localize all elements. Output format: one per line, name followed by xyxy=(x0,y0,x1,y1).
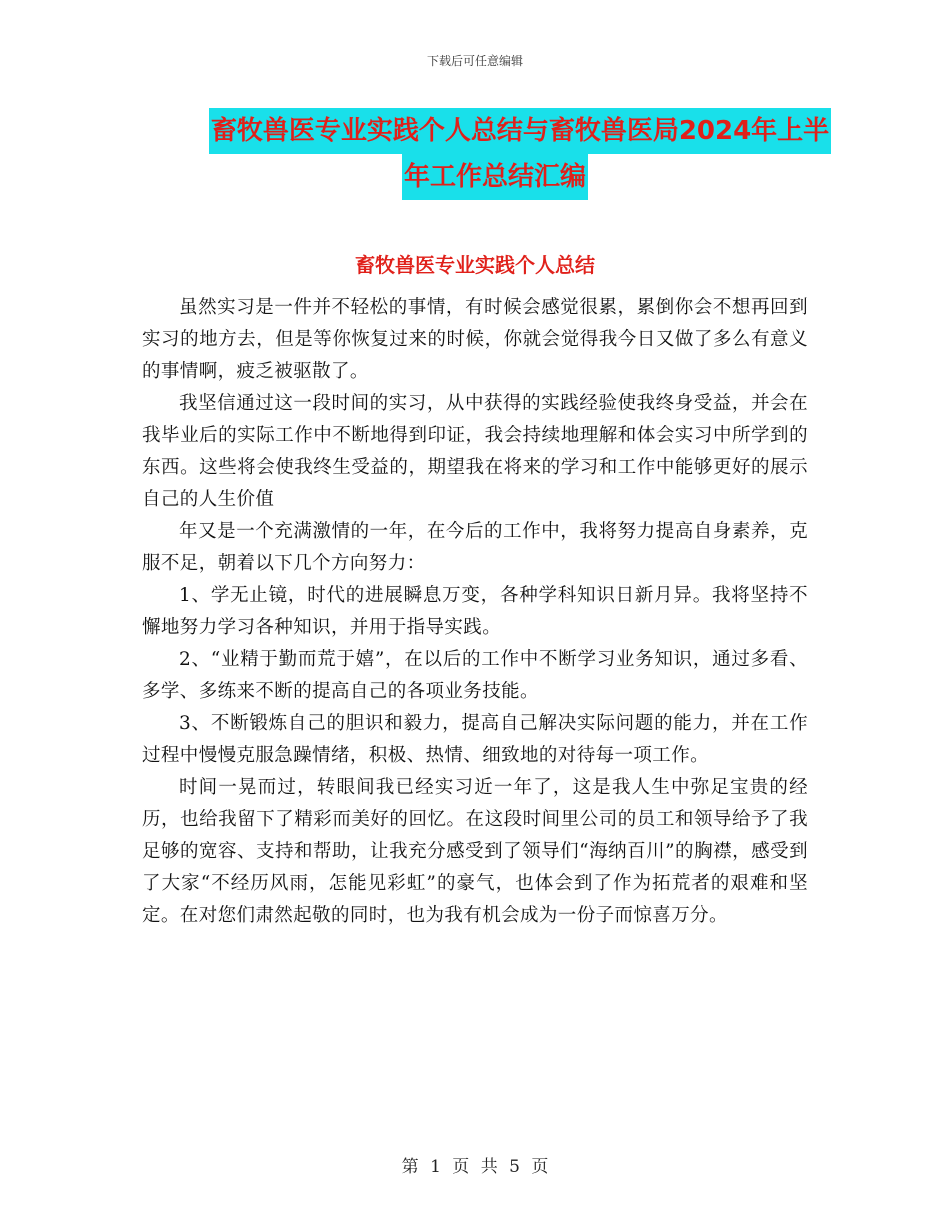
title-line-1: 畜牧兽医专业实践个人总结与畜牧兽医局2024年上半 xyxy=(209,108,831,154)
paragraph-6: 3、不断锻炼自己的胆识和毅力，提高自己解决实际问题的能力，并在工作过程中慢慢克服急躁情绪，积极、热情、细致地的对待每一项工作。 xyxy=(142,713,808,766)
document-body xyxy=(142,292,808,932)
paragraph-1: 虽然实习是一件并不轻松的事情，有时候会感觉很累，累倒你会不想再回到实习的地方去，但是等你恢复过来的时候，你就会觉得我今日又做了多么有意义的事情啊，疲乏被驱散了。 xyxy=(142,297,808,382)
paragraph-3: 年又是一个充满激情的一年，在今后的工作中，我将努力提高自身素养，克服不足，朝着以下几个方向努力： xyxy=(142,521,808,574)
paragraph-5: 2、“业精于勤而荒于嬉”，在以后的工作中不断学习业务知识，通过多看、多学、多练来不断的提高自己的各项业务技能。 xyxy=(142,649,808,702)
title-line-2: 年工作总结汇编 xyxy=(402,154,588,200)
paragraph-4: 1、学无止镜，时代的进展瞬息万变，各种学科知识日新月异。我将坚持不懈地努力学习各种知识，并用于指导实践。 xyxy=(142,585,808,638)
page-number: 第 1 页 共 5 页 xyxy=(401,1157,549,1177)
document-title xyxy=(140,108,850,200)
paragraph-2: 我坚信通过这一段时间的实习，从中获得的实践经验使我终身受益，并会在我毕业后的实际工作中不断地得到印证，我会持续地理解和体会实习中所学到的东西。这些将会使我终生受益的，期望我在将来的学习和工作中能够更好的展示自己的人生价值 xyxy=(142,393,808,510)
page-header-note: 下载后可任意编辑 xyxy=(426,54,523,68)
section-title: 畜牧兽医专业实践个人总结 xyxy=(355,253,595,277)
paragraph-7: 时间一晃而过，转眼间我已经实习近一年了，这是我人生中弥足宝贵的经历，也给我留下了精彩而美好的回忆。在这段时间里公司的员工和领导给予了我足够的宽容、支持和帮助，让我充分感受到了领导们“海纳百川”的胸襟，感受到了大家“不经历风雨，怎能见彩虹”的豪气，也体会到了作为拓荒者的艰难和坚定。在对您们肃然起敬的同时，也为我有机会成为一份子而惊喜万分。 xyxy=(142,777,808,926)
